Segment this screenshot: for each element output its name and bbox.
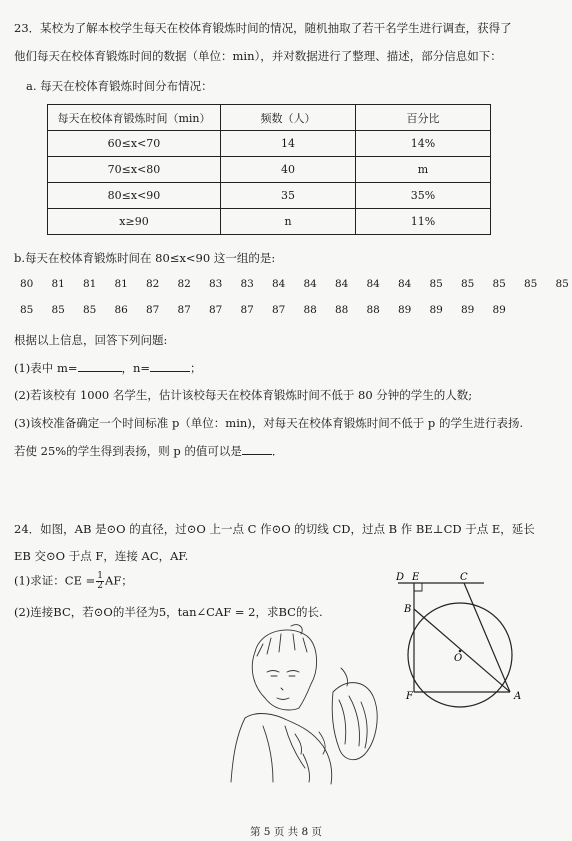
q23-question-1	[14, 360, 202, 376]
data-value: 89	[461, 304, 475, 316]
q24-part-1	[14, 572, 133, 591]
q23-prompt: 根据以上信息，回答下列问题:	[14, 333, 168, 347]
data-value: 80	[20, 278, 34, 290]
data-value: 85	[429, 278, 443, 290]
table-cell: 40	[221, 157, 356, 183]
table-cell: 14	[221, 131, 356, 157]
q24-part-2: (2)连接BC，若⊙O的半径为5，tan∠CAF = 2，求BC的长.	[14, 605, 323, 619]
data-value: 81	[83, 278, 97, 290]
data-value: 85	[51, 304, 65, 316]
q1-text-a: (1)表中 m=	[14, 361, 78, 375]
table-row	[48, 209, 491, 235]
table-cell: 80≤x<90	[48, 183, 221, 209]
fraction-denominator: 2	[97, 581, 104, 591]
label-d: D	[396, 572, 405, 583]
fraction-one-half	[96, 572, 104, 591]
data-value: 88	[303, 304, 317, 316]
frequency-table	[47, 104, 491, 235]
label-a: A	[514, 691, 522, 702]
q24-line1: 24．如图，AB 是⊙O 的直径，过⊙O 上一点 C 作⊙O 的切线 CD，过点 B 作 BE⊥CD 于点 E，延长	[14, 522, 535, 536]
q3-text-b: ．	[271, 444, 284, 458]
table-cell: 11%	[356, 209, 491, 235]
q3-text-a: 若使 25%的学生得到表扬，则 p 的值可以是	[14, 444, 242, 458]
data-value: 82	[146, 278, 160, 290]
q24-line2: EB 交⊙O 于点 F，连接 AC，AF.	[14, 549, 189, 563]
p1-text-a: (1)求证：CE =	[14, 573, 96, 588]
table-cell: x≥90	[48, 209, 221, 235]
data-value: 88	[366, 304, 380, 316]
data-value: 87	[146, 304, 160, 316]
data-value: 87	[240, 304, 254, 316]
data-value: 83	[209, 278, 223, 290]
data-value: 89	[398, 304, 412, 316]
right-angle-mark	[414, 583, 422, 591]
data-row-1	[20, 278, 572, 290]
label-o: O	[454, 653, 463, 664]
data-value: 85	[83, 304, 97, 316]
table-cell: n	[221, 209, 356, 235]
data-value: 81	[51, 278, 65, 290]
table-cell: 35	[221, 183, 356, 209]
data-value: 85	[461, 278, 475, 290]
q1-text-c: ；	[190, 361, 202, 375]
table-header-cell: 百分比	[356, 105, 491, 131]
data-value: 86	[114, 304, 128, 316]
q23-question-3-line2	[14, 443, 283, 459]
data-value: 85	[524, 278, 538, 290]
label-b: B	[404, 604, 412, 615]
data-value: 87	[177, 304, 191, 316]
table-row	[48, 157, 491, 183]
table-cell: 14%	[356, 131, 491, 157]
p1-text-b: AF；	[105, 573, 133, 588]
table-header-cell: 每天在校体育锻炼时间（min）	[48, 105, 221, 131]
data-value: 83	[240, 278, 254, 290]
q23-part-b-label: b.每天在校体育锻炼时间在 80≤x<90 这一组的是:	[14, 251, 276, 265]
table-row	[48, 131, 491, 157]
table-cell: 60≤x<70	[48, 131, 221, 157]
data-value: 88	[335, 304, 349, 316]
q23-question-3-line1: (3)该校准备确定一个时间标准 p（单位：min)，对每天在校体育锻炼时间不低于 p 的学生进行表扬.	[14, 416, 524, 430]
label-e: E	[412, 572, 420, 583]
data-value: 84	[272, 278, 286, 290]
circle-geometry-figure	[394, 568, 534, 718]
data-value: 82	[177, 278, 191, 290]
data-value: 84	[335, 278, 349, 290]
data-value: 85	[20, 304, 34, 316]
q23-intro-line2: 他们每天在校体育锻炼时间的数据（单位：min），并对数据进行了整理、描述，部分信息如下：	[14, 49, 502, 63]
fraction-numerator: 1	[97, 571, 104, 581]
data-value: 89	[492, 304, 506, 316]
table-header-cell: 频数（人）	[221, 105, 356, 131]
data-value: 84	[366, 278, 380, 290]
answer-blank-n	[150, 360, 190, 372]
data-value: 84	[303, 278, 317, 290]
table-cell: m	[356, 157, 491, 183]
table-cell: 35%	[356, 183, 491, 209]
chord-ac	[464, 583, 510, 692]
table-row	[48, 183, 491, 209]
table-cell: 70≤x<80	[48, 157, 221, 183]
page-footer: 第 5 页 共 8 页	[249, 826, 323, 838]
data-value: 87	[272, 304, 286, 316]
pencil-doodle	[215, 622, 385, 787]
label-c: C	[460, 572, 468, 583]
diameter-ab	[414, 609, 510, 692]
label-f: F	[406, 691, 413, 702]
data-value: 87	[209, 304, 223, 316]
data-value: 85	[555, 278, 569, 290]
data-value: 81	[114, 278, 128, 290]
data-row-2	[20, 304, 524, 316]
answer-blank-p	[242, 443, 272, 455]
q23-question-2: (2)若该校有 1000 名学生，估计该校每天在校体育锻炼时间不低于 80 分钟的学生的人数;	[14, 388, 473, 402]
data-value: 89	[429, 304, 443, 316]
answer-blank-m	[78, 360, 122, 372]
center-point	[459, 650, 462, 653]
q1-text-b: ，n=	[121, 361, 151, 375]
q23-part-a-label: a. 每天在校体育锻炼时间分布情况：	[26, 79, 213, 93]
table-header-row	[48, 105, 491, 131]
data-value: 84	[398, 278, 412, 290]
data-value: 85	[492, 278, 506, 290]
q23-intro-line1: 23．某校为了解本校学生每天在校体育锻炼时间的情况，随机抽取了若干名学生进行调查，获得了	[14, 21, 512, 35]
